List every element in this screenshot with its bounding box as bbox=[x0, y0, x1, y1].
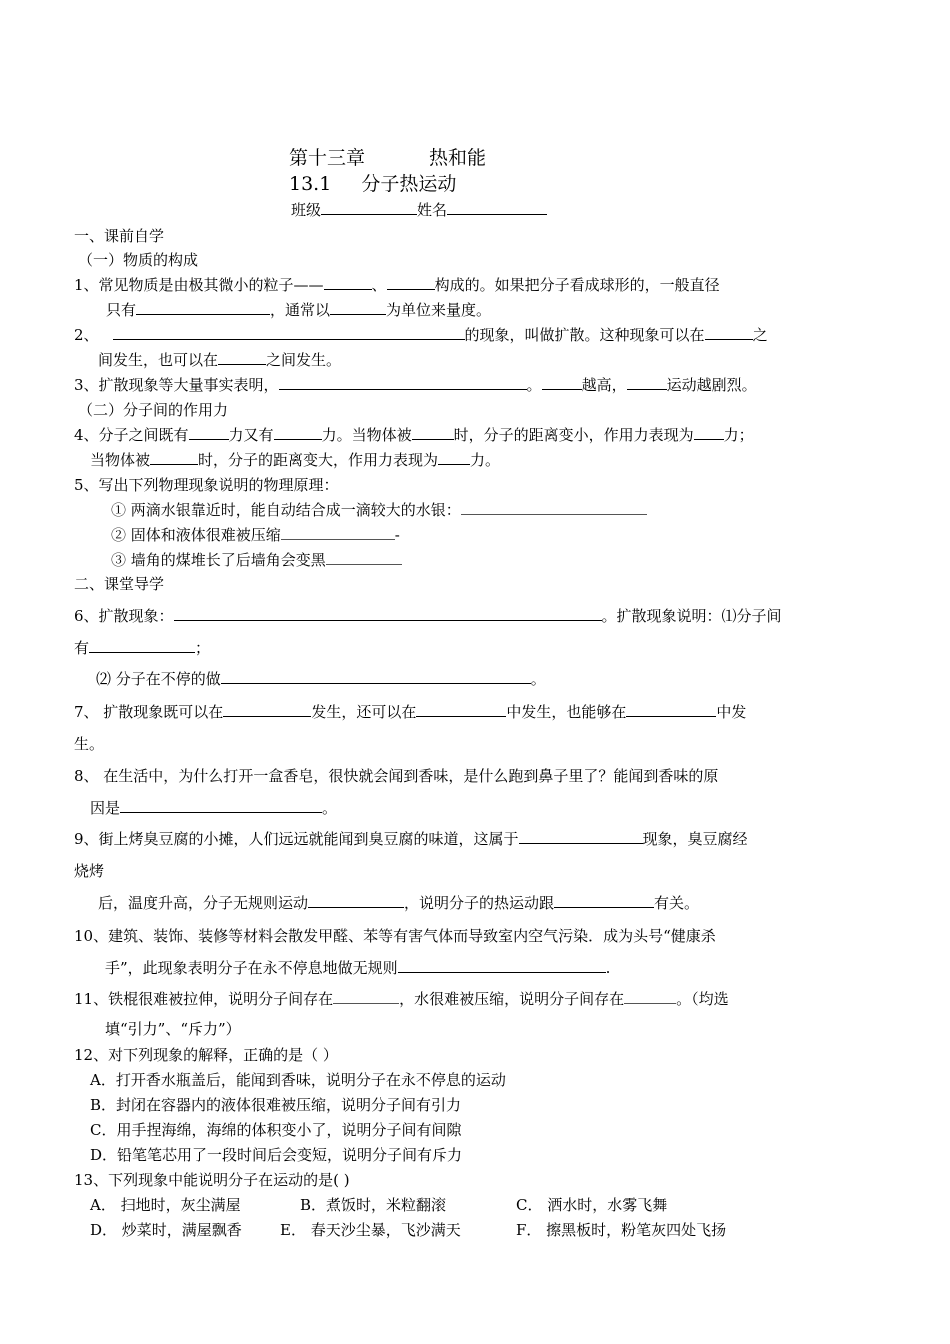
question-9-line-3: 后，温度升高，分子无规则运动 ，说明分子的热运动跟 有关。 bbox=[98, 894, 700, 912]
question-8-line-2: 因是 。 bbox=[90, 799, 338, 817]
question-1-line-2: 只有 ，通常以 为单位来量度。 bbox=[106, 301, 492, 319]
q11-blank-1[interactable] bbox=[333, 989, 399, 1004]
q13-option-f[interactable]: F． 擦黑板时，粉笔灰四处飞扬 bbox=[516, 1221, 727, 1239]
q4-blank-6[interactable] bbox=[438, 450, 470, 465]
q5-blank-2[interactable] bbox=[281, 525, 395, 540]
question-2-line-1: 2、 的现象，叫做扩散。这种现象可以在 之 bbox=[74, 326, 768, 344]
q13-option-e[interactable]: E． 春天沙尘暴，飞沙满天 bbox=[280, 1221, 461, 1239]
q10-blank-1[interactable] bbox=[398, 958, 606, 973]
q12-option-c[interactable]: C．用手捏海绵，海绵的体积变小了，说明分子间有间隙 bbox=[90, 1121, 462, 1139]
q9-blank-2[interactable] bbox=[308, 893, 404, 908]
q4-blank-4[interactable] bbox=[694, 425, 724, 440]
q7-blank-3[interactable] bbox=[626, 702, 716, 717]
question-11-line-2: 填“引力”、“斥力”） bbox=[105, 1020, 241, 1038]
q12-option-b[interactable]: B．封闭在容器内的液体很难被压缩，说明分子间有引力 bbox=[90, 1096, 462, 1114]
q11-blank-2[interactable] bbox=[624, 989, 676, 1004]
question-10-line-1: 10、建筑、装饰、装修等材料会散发甲醛、苯等有害气体而导致室内空气污染．成为头号“健康杀 bbox=[74, 927, 716, 945]
question-8-line-1: 8、 在生活中，为什么打开一盒香皂，很快就会闻到香味，是什么跑到鼻子里了？能闻到香味的原 bbox=[74, 767, 719, 785]
question-5-item-2: ② 固体和液体很难被压缩 - bbox=[111, 526, 400, 544]
q5-blank-3[interactable] bbox=[326, 550, 402, 565]
question-6-line-1: 6、扩散现象： 。扩散现象说明：⑴分子间 bbox=[74, 607, 782, 625]
q8-blank-1[interactable] bbox=[120, 798, 322, 813]
section-title bbox=[289, 174, 456, 194]
question-1-line-1: 1、常见物质是由极其微小的粒子—— 、 构成的。如果把分子看成球形的，一般直径 bbox=[74, 276, 720, 294]
chapter-number: 第十三章 bbox=[289, 147, 366, 169]
q9-blank-1[interactable] bbox=[519, 829, 643, 844]
q6-blank-2[interactable] bbox=[89, 638, 195, 653]
q6-blank-3[interactable] bbox=[221, 669, 531, 684]
question-3: 3、扩散现象等大量事实表明， 。 越高， 运动越剧烈。 bbox=[74, 376, 757, 394]
q4-blank-3[interactable] bbox=[412, 425, 454, 440]
section-heading-1: 一、课前自学 bbox=[74, 227, 165, 245]
name-field[interactable] bbox=[447, 200, 547, 215]
q4-blank-5[interactable] bbox=[150, 450, 198, 465]
q6-blank-1[interactable] bbox=[174, 606, 602, 621]
chapter-title bbox=[289, 148, 486, 168]
q4-blank-2[interactable] bbox=[274, 425, 322, 440]
question-9-line-2: 烧烤 bbox=[74, 862, 105, 880]
q4-blank-1[interactable] bbox=[189, 425, 229, 440]
question-10-line-2: 手”，此现象表明分子在永不停息地做无规则 . bbox=[105, 959, 611, 977]
question-5-stem: 5、写出下列物理现象说明的物理原理： bbox=[74, 476, 339, 494]
question-11-line-1: 11、铁棍很难被拉伸，说明分子间存在 ，水很难被压缩，说明分子间存在 。（均选 bbox=[74, 990, 729, 1008]
q3-blank-1[interactable] bbox=[279, 375, 527, 390]
question-6-line-2: 有 ； bbox=[74, 639, 211, 657]
q1-blank-4[interactable] bbox=[330, 300, 386, 315]
q1-blank-1[interactable] bbox=[324, 275, 372, 290]
q13-option-a[interactable]: A． 扫地时，灰尘满屋 bbox=[90, 1196, 241, 1214]
q13-option-d[interactable]: D． 炒菜时，满屋飘香 bbox=[90, 1221, 242, 1239]
q1-blank-2[interactable] bbox=[387, 275, 435, 290]
question-12-stem: 12、对下列现象的解释，正确的是（ ） bbox=[74, 1046, 338, 1064]
q1-blank-3[interactable] bbox=[136, 300, 270, 315]
q7-blank-1[interactable] bbox=[223, 702, 311, 717]
question-4-line-1: 4、分子之间既有 力又有 力。当物体被 时，分子的距离变小，作用力表现为 力； bbox=[74, 426, 754, 444]
question-5-item-1: ① 两滴水银靠近时，能自动结合成一滴较大的水银： bbox=[111, 500, 647, 520]
q9-blank-3[interactable] bbox=[554, 893, 654, 908]
class-field[interactable] bbox=[321, 200, 417, 215]
class-label: 班级 bbox=[291, 201, 322, 219]
q2-blank-1[interactable] bbox=[113, 325, 465, 340]
q3-blank-2[interactable] bbox=[542, 375, 582, 390]
q7-blank-2[interactable] bbox=[416, 702, 506, 717]
question-7-line-2: 生。 bbox=[74, 735, 105, 753]
subsection-heading-1: （一）物质的构成 bbox=[78, 251, 199, 269]
q12-option-a[interactable]: A．打开香水瓶盖后，能闻到香味，说明分子在永不停息的运动 bbox=[90, 1071, 506, 1089]
q13-option-c[interactable]: C． 洒水时，水雾飞舞 bbox=[516, 1196, 668, 1214]
question-5-item-3: ③ 墙角的煤堆长了后墙角会变黑 bbox=[111, 550, 402, 570]
question-4-line-2: 当物体被 时，分子的距离变大，作用力表现为 力。 bbox=[90, 451, 501, 469]
question-6-line-3: ⑵ 分子在不停的做 。 bbox=[96, 670, 546, 688]
chapter-topic: 热和能 bbox=[429, 147, 487, 169]
q5-blank-1[interactable] bbox=[461, 500, 647, 515]
subsection-heading-2: （二）分子间的作用力 bbox=[78, 401, 229, 419]
student-info bbox=[291, 200, 547, 220]
section-heading-2: 二、课堂导学 bbox=[74, 575, 165, 593]
q12-option-d[interactable]: D．铅笔笔芯用了一段时间后会变短，说明分子间有斥力 bbox=[90, 1146, 463, 1164]
question-7-line-1: 7、 扩散现象既可以在 发生，还可以在 中发生，也能够在 中发 bbox=[74, 703, 747, 721]
question-9-line-1: 9、街上烤臭豆腐的小摊，人们远远就能闻到臭豆腐的味道，这属于 现象，臭豆腐经 bbox=[74, 830, 748, 848]
section-number: 13.1 bbox=[289, 173, 332, 195]
section-name: 分子热运动 bbox=[361, 173, 457, 195]
question-13-stem: 13、下列现象中能说明分子在运动的是( ) bbox=[74, 1171, 350, 1189]
q2-blank-3[interactable] bbox=[218, 350, 266, 365]
q13-option-b[interactable]: B．煮饭时，米粒翻滚 bbox=[300, 1196, 447, 1214]
q2-blank-2[interactable] bbox=[705, 325, 753, 340]
q3-blank-3[interactable] bbox=[627, 375, 667, 390]
question-2-line-2: 间发生，也可以在 之间发生。 bbox=[98, 351, 342, 369]
name-label: 姓名 bbox=[417, 201, 448, 219]
